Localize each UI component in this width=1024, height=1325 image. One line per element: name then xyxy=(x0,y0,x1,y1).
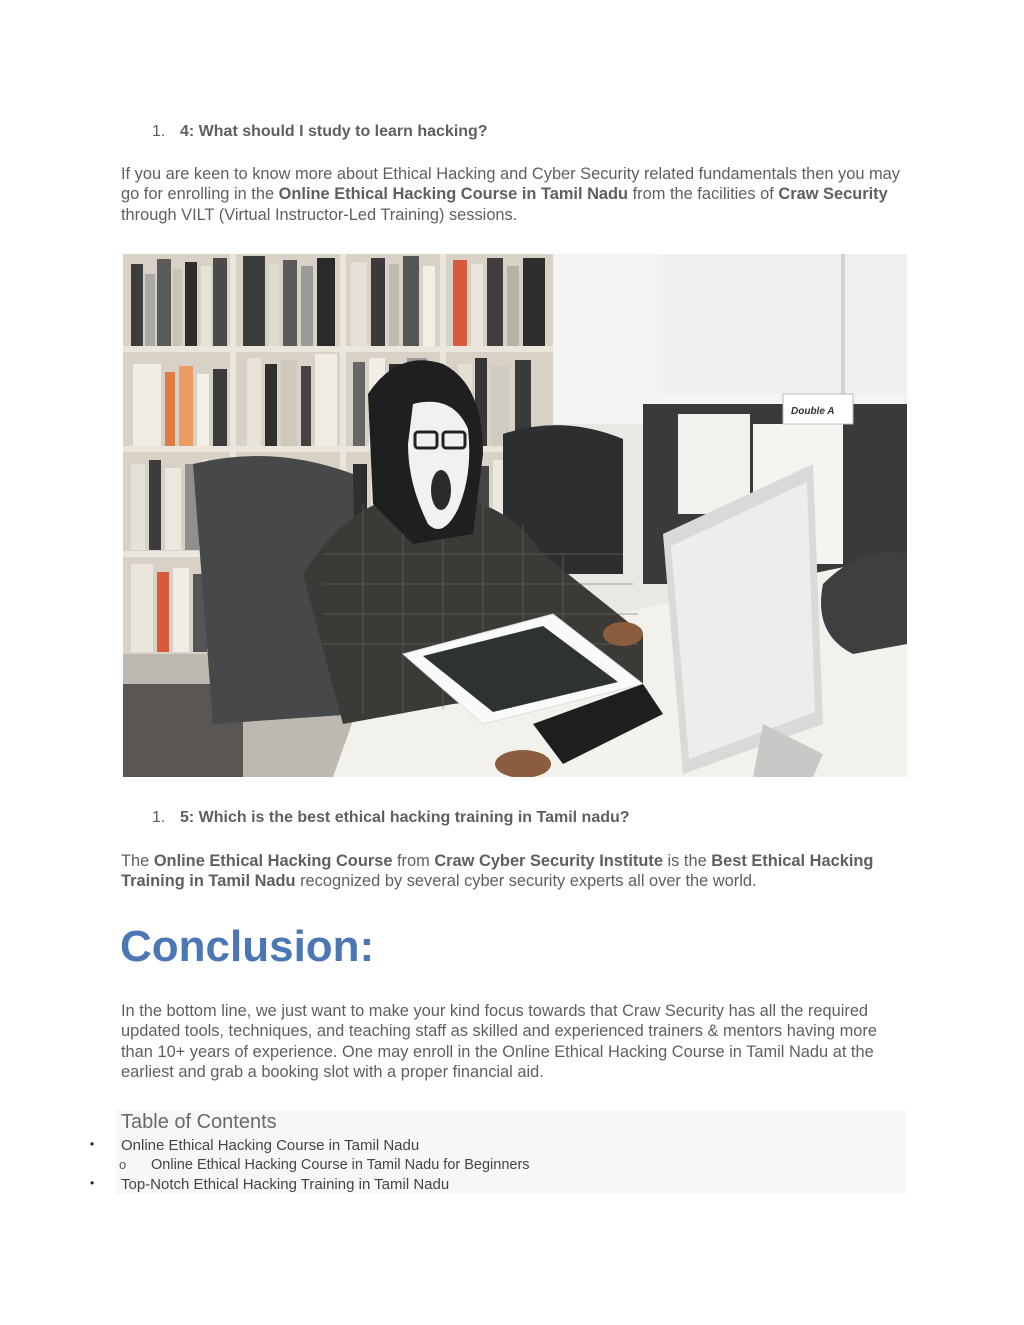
text-run: If you are keen to know more about Ethical Hacking and Cyber Security related fundamentals then you may go for enrolling in the xyxy=(121,165,900,204)
text-run: The xyxy=(121,852,154,870)
institute-name: Craw Cyber Security Institute xyxy=(434,852,663,870)
brand-name: Craw Security xyxy=(778,185,888,204)
list-number: 1. xyxy=(152,809,166,826)
list-number: 1. xyxy=(152,123,166,140)
text-run: recognized by several cyber security experts all over the world. xyxy=(295,872,757,891)
question-4 xyxy=(152,122,488,142)
sub-bullet-icon: o xyxy=(119,1157,127,1172)
text-run: from the facilities of xyxy=(628,185,779,204)
text-run: is the xyxy=(662,852,712,870)
question-text: 5: Which is the best ethical hacking training in Tamil nadu? xyxy=(180,809,630,826)
bullet-icon: • xyxy=(90,1176,95,1190)
toc-sublink[interactable]: Online Ethical Hacking Course in Tamil Nadu for Beginners xyxy=(151,1157,530,1173)
toc-link[interactable]: Top-Notch Ethical Hacking Training in Tamil Nadu xyxy=(121,1176,450,1193)
bullet-icon: • xyxy=(90,1137,95,1151)
conclusion-heading: Conclusion: xyxy=(120,922,375,971)
conclusion-paragraph: In the bottom line, we just want to make your kind focus towards that Craw Security has all the required updated tools, techniques, and teaching staff as skilled and experienced trainers & mentors having more than 10+ years of experience. One may enroll in the Online Ethical Hacking Course in Tamil Nadu at the earliest and grab a booking slot with a proper financial aid. xyxy=(121,1002,877,1082)
toc-link[interactable]: Online Ethical Hacking Course in Tamil Nadu xyxy=(121,1137,420,1154)
text-run: from xyxy=(392,852,435,870)
text-run: through VILT (Virtual Instructor-Led Training) sessions. xyxy=(121,205,518,224)
svg-text:Double A: Double A xyxy=(791,406,835,417)
toc-title: Table of Contents xyxy=(121,1111,277,1133)
course-name: Online Ethical Hacking Course xyxy=(153,852,393,870)
question-text: 4: What should I study to learn hacking? xyxy=(180,123,488,140)
question-5 xyxy=(152,808,630,828)
answer-paragraph xyxy=(121,851,911,892)
office-hacker-photo xyxy=(123,254,907,777)
training-name: Best Ethical Hacking Training in Tamil Nadu xyxy=(121,852,874,891)
intro-paragraph xyxy=(121,164,911,225)
course-link-text: Online Ethical Hacking Course in Tamil Nadu xyxy=(278,185,629,204)
